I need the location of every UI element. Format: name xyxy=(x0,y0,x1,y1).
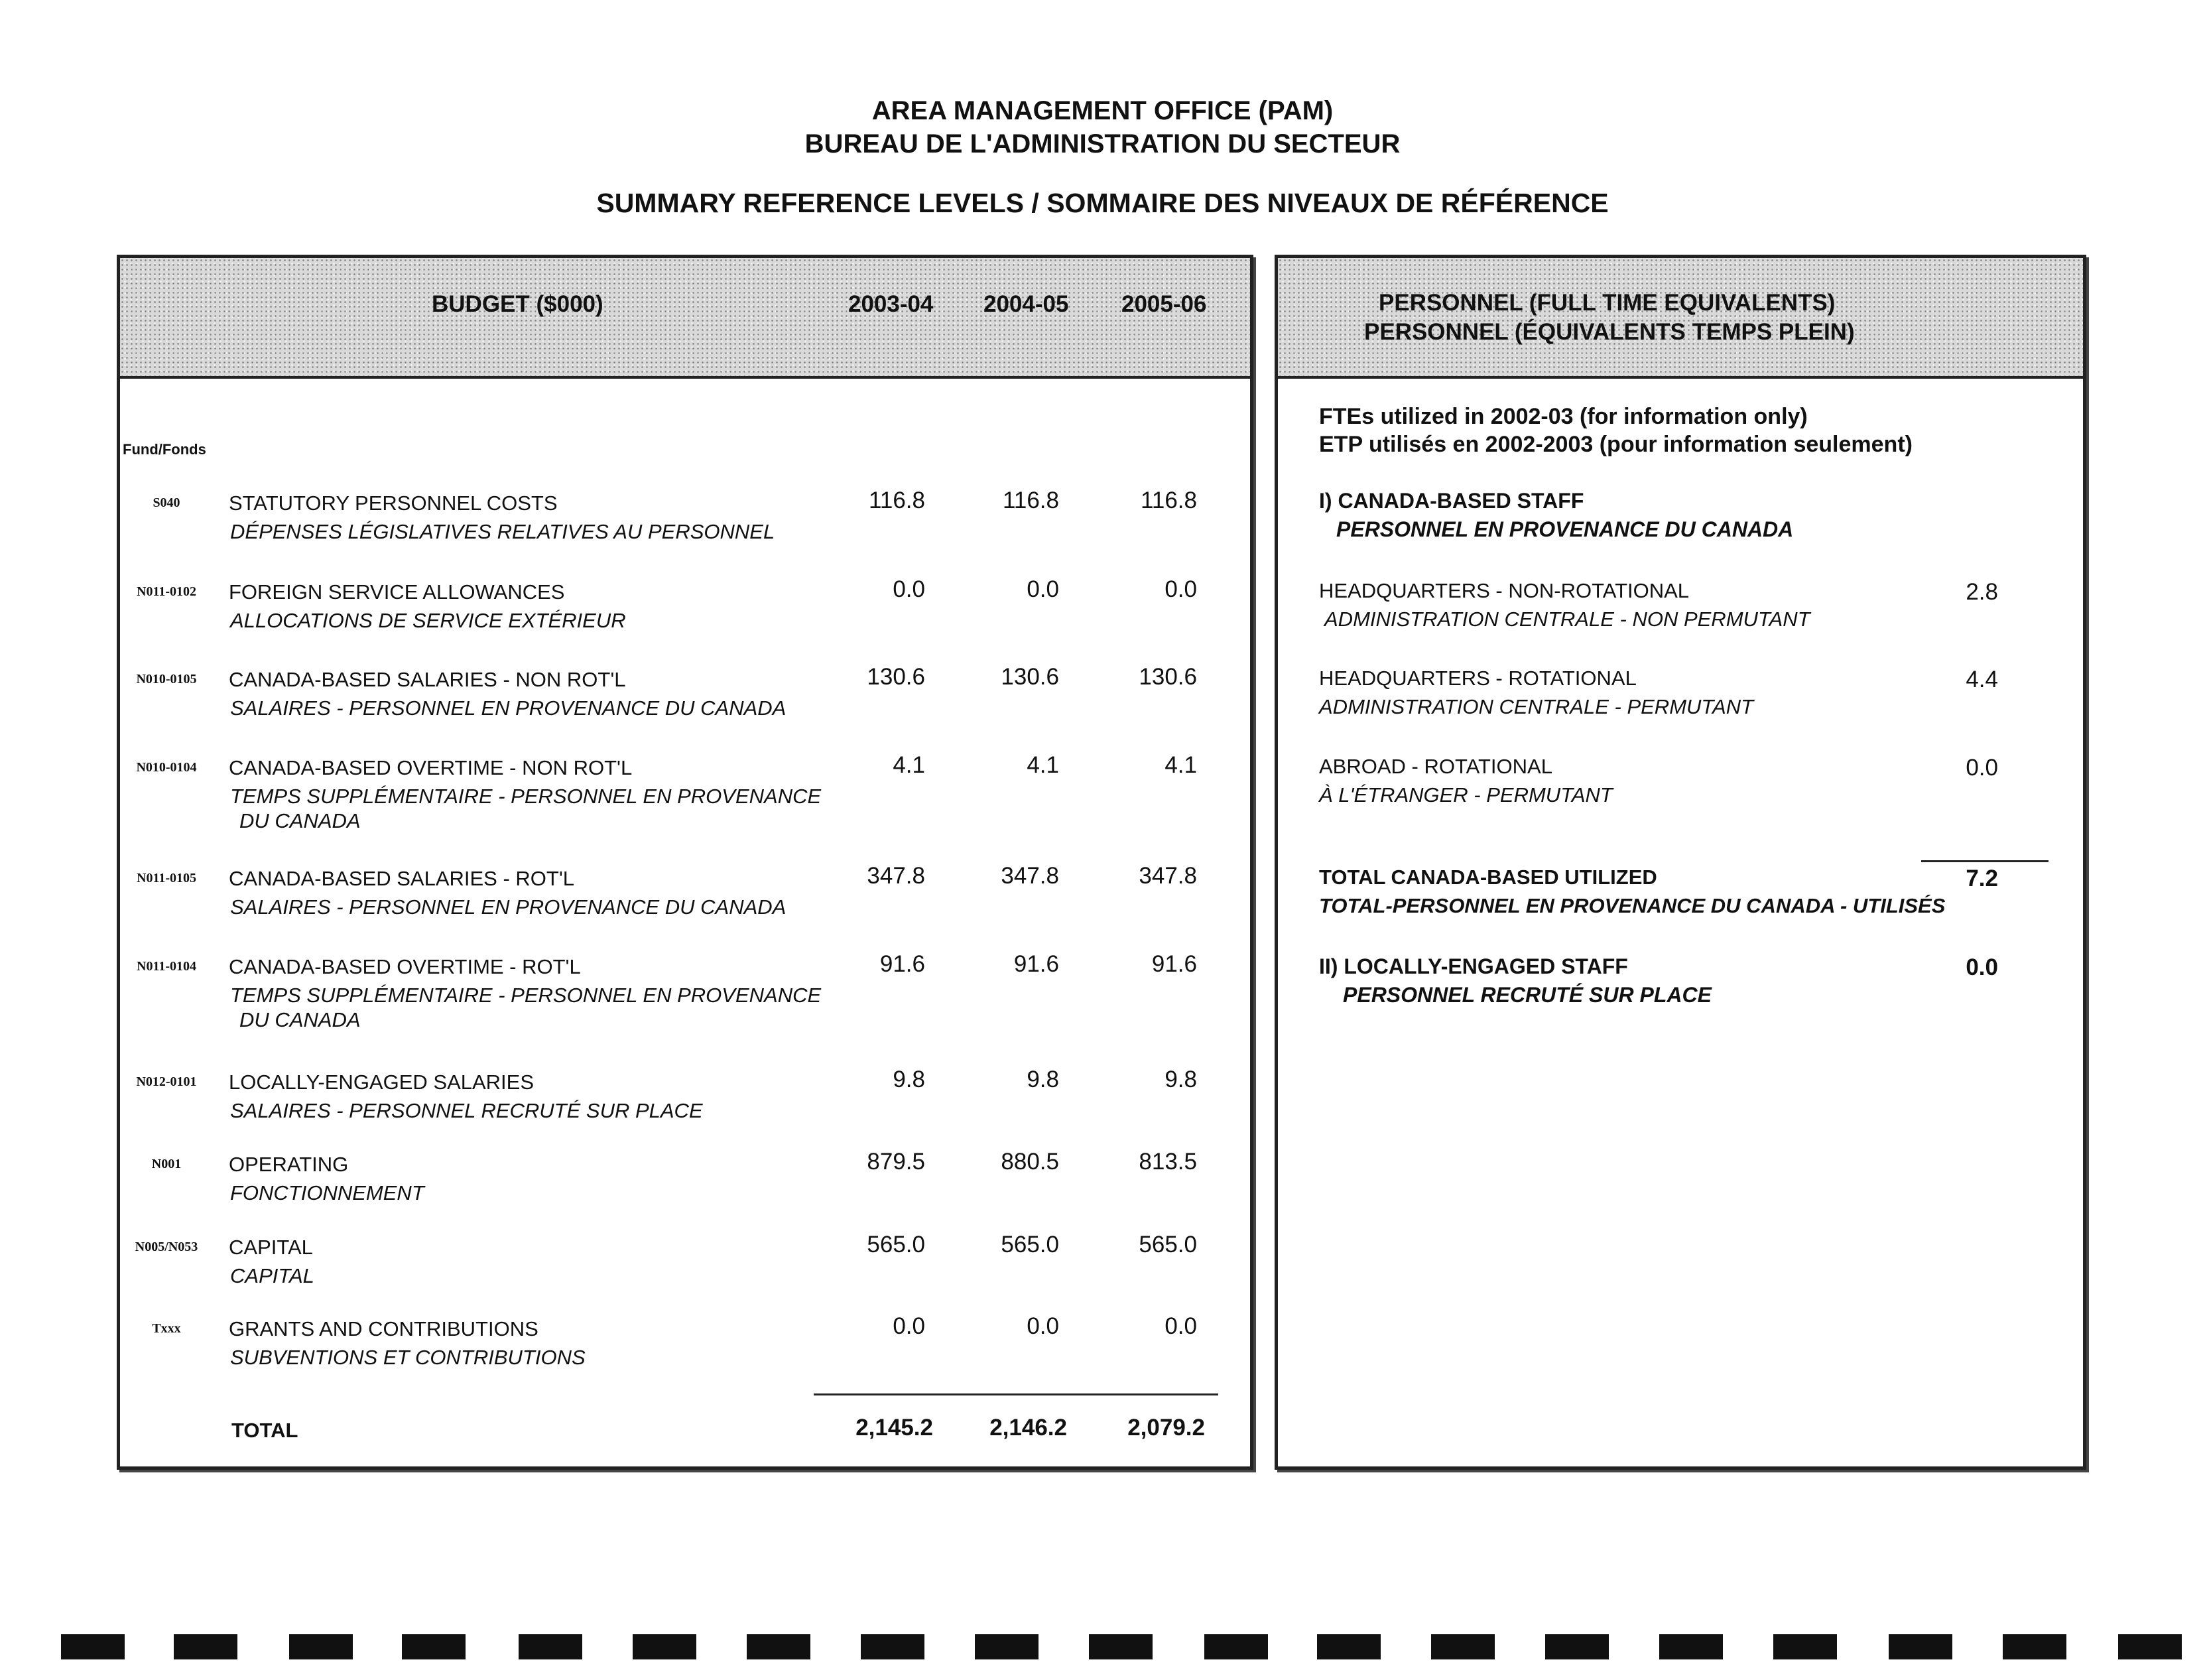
section-canada-based: I) CANADA-BASED STAFF xyxy=(1319,489,1584,513)
line-item-value: 0.0 xyxy=(1165,1313,1197,1339)
line-item-label-french: TEMPS SUPPLÉMENTAIRE - PERSONNEL EN PROVENANCE xyxy=(230,984,822,1007)
page-edge-dash xyxy=(1773,1634,1837,1659)
year-header: 2004-05 xyxy=(983,291,1069,317)
line-item-label: LOCALLY-ENGAGED SALARIES xyxy=(229,1070,535,1094)
fund-code: S040 xyxy=(153,495,180,510)
page-edge-dash xyxy=(1659,1634,1723,1659)
personnel-header xyxy=(1278,258,2083,379)
line-item-value: 116.8 xyxy=(869,487,925,513)
fund-code: N010-0105 xyxy=(136,672,197,686)
locally-engaged-value: 0.0 xyxy=(1966,954,1998,980)
fte-row-label-french: ADMINISTRATION CENTRALE - PERMUTANT xyxy=(1319,695,1754,718)
line-item-value: 9.8 xyxy=(1027,1066,1059,1092)
line-item-label: FOREIGN SERVICE ALLOWANCES xyxy=(229,580,565,604)
year-header: 2003-04 xyxy=(848,291,934,317)
year-header: 2005-06 xyxy=(1121,291,1207,317)
line-item-value: 347.8 xyxy=(1001,863,1059,889)
fte-intro-french: ETP utilisés en 2002-2003 (pour information seulement) xyxy=(1319,432,1913,457)
line-item-label-french: SALAIRES - PERSONNEL RECRUTÉ SUR PLACE xyxy=(230,1099,703,1122)
line-item-label: CANADA-BASED SALARIES - NON ROT'L xyxy=(229,668,626,691)
page-edge-dash xyxy=(2003,1634,2066,1659)
fte-row-value: 4.4 xyxy=(1966,667,1998,692)
fund-code: Txxx xyxy=(152,1321,181,1336)
page-edge-dash xyxy=(861,1634,924,1659)
page-edge-dash xyxy=(1317,1634,1381,1659)
budget-panel xyxy=(117,255,1253,1470)
fte-total-label: TOTAL CANADA-BASED UTILIZED xyxy=(1319,866,1657,889)
fund-code: N005/N053 xyxy=(135,1240,198,1254)
line-item-label-french: FONCTIONNEMENT xyxy=(230,1181,424,1204)
page-edge-dash xyxy=(61,1634,125,1659)
line-item-label-french: DU CANADA xyxy=(239,1008,361,1031)
page-edge-dash xyxy=(1431,1634,1495,1659)
fund-column-header: Fund/Fonds xyxy=(123,441,206,458)
line-item-value: 565.0 xyxy=(1139,1232,1197,1258)
line-item-label-french: ALLOCATIONS DE SERVICE EXTÉRIEUR xyxy=(230,609,626,632)
line-item-label: GRANTS AND CONTRIBUTIONS xyxy=(229,1317,538,1340)
line-item-value: 9.8 xyxy=(893,1066,925,1092)
line-item-value: 9.8 xyxy=(1165,1066,1197,1092)
page-edge-dash xyxy=(975,1634,1039,1659)
total-label: TOTAL xyxy=(231,1419,298,1442)
line-item-label-french: DÉPENSES LÉGISLATIVES RELATIVES AU PERSONNEL xyxy=(230,520,775,543)
fund-code: N011-0105 xyxy=(137,871,196,885)
line-item-label-french: CAPITAL xyxy=(230,1264,314,1287)
line-item-value: 347.8 xyxy=(867,863,925,889)
line-item-label-french: SALAIRES - PERSONNEL EN PROVENANCE DU CANADA xyxy=(230,696,787,720)
page-edge-dash xyxy=(402,1634,466,1659)
page-edge-dash xyxy=(633,1634,696,1659)
fte-row-label: HEADQUARTERS - ROTATIONAL xyxy=(1319,667,1637,690)
page-edge-dash xyxy=(1545,1634,1609,1659)
line-item-value: 116.8 xyxy=(1003,487,1059,513)
line-item-value: 565.0 xyxy=(867,1232,925,1258)
section-locally-engaged-french: PERSONNEL RECRUTÉ SUR PLACE xyxy=(1343,983,1712,1007)
fte-row-value: 0.0 xyxy=(1966,755,1998,781)
page-title-french: BUREAU DE L'ADMINISTRATION DU SECTEUR xyxy=(804,129,1401,159)
fund-code: N001 xyxy=(151,1157,182,1171)
line-item-value: 4.1 xyxy=(1027,752,1059,778)
fte-row-label-french: À L'ÉTRANGER - PERMUTANT xyxy=(1319,783,1613,807)
personnel-heading: PERSONNEL (FULL TIME EQUIVALENTS) xyxy=(1379,290,1836,316)
line-item-value: 347.8 xyxy=(1139,863,1197,889)
budget-header xyxy=(120,258,1250,379)
personnel-panel xyxy=(1275,255,2086,1470)
line-item-value: 0.0 xyxy=(1027,576,1059,602)
line-item-label: CANADA-BASED OVERTIME - ROT'L xyxy=(229,955,581,978)
line-item-value: 813.5 xyxy=(1139,1149,1197,1175)
section-canada-based-french: PERSONNEL EN PROVENANCE DU CANADA xyxy=(1336,517,1794,541)
line-item-label-french: SUBVENTIONS ET CONTRIBUTIONS xyxy=(230,1346,586,1369)
line-item-value: 4.1 xyxy=(893,752,925,778)
line-item-label: CAPITAL xyxy=(229,1236,313,1259)
page-title: AREA MANAGEMENT OFFICE (PAM) xyxy=(871,96,1334,125)
line-item-value: 91.6 xyxy=(1151,951,1197,977)
line-item-value: 91.6 xyxy=(879,951,925,977)
fte-row-value: 2.8 xyxy=(1966,579,1998,605)
fund-code: N012-0101 xyxy=(136,1074,197,1089)
fund-code: N011-0102 xyxy=(137,584,196,599)
page-edge-dash xyxy=(1889,1634,1952,1659)
line-item-value: 130.6 xyxy=(1139,664,1197,690)
total-value: 2,146.2 xyxy=(989,1415,1067,1441)
fte-row-label: HEADQUARTERS - NON-ROTATIONAL xyxy=(1319,579,1690,602)
page-edge-dash xyxy=(1089,1634,1153,1659)
page-edge-dash xyxy=(519,1634,582,1659)
line-item-value: 91.6 xyxy=(1013,951,1059,977)
line-item-value: 0.0 xyxy=(1165,576,1197,602)
fte-row-label: ABROAD - ROTATIONAL xyxy=(1319,755,1552,778)
page-edge-dash xyxy=(289,1634,353,1659)
fte-total-label-french: TOTAL-PERSONNEL EN PROVENANCE DU CANADA - UTILISÉS xyxy=(1319,894,1946,917)
fte-total-value: 7.2 xyxy=(1966,866,1998,891)
line-item-value: 0.0 xyxy=(1027,1313,1059,1339)
budget-heading: BUDGET ($000) xyxy=(432,291,603,317)
page-edge-dash xyxy=(174,1634,237,1659)
total-value: 2,079.2 xyxy=(1127,1415,1205,1441)
line-item-value: 0.0 xyxy=(893,1313,925,1339)
line-item-value: 879.5 xyxy=(867,1149,925,1175)
line-item-value: 880.5 xyxy=(1001,1149,1059,1175)
section-locally-engaged: II) LOCALLY-ENGAGED STAFF xyxy=(1319,954,1628,978)
page-edge-dash xyxy=(1204,1634,1268,1659)
line-item-value: 116.8 xyxy=(1141,487,1197,513)
line-item-value: 565.0 xyxy=(1001,1232,1059,1258)
fte-intro: FTEs utilized in 2002-03 (for information only) xyxy=(1319,404,1808,429)
line-item-label-french: DU CANADA xyxy=(239,809,361,832)
total-rule xyxy=(814,1393,1218,1395)
total-value: 2,145.2 xyxy=(855,1415,933,1441)
line-item-label: CANADA-BASED OVERTIME - NON ROT'L xyxy=(229,756,633,779)
page-edge-dash xyxy=(747,1634,810,1659)
personnel-heading-french: PERSONNEL (ÉQUIVALENTS TEMPS PLEIN) xyxy=(1364,319,1855,345)
line-item-value: 0.0 xyxy=(893,576,925,602)
line-item-label: STATUTORY PERSONNEL COSTS xyxy=(229,491,558,515)
fte-total-rule xyxy=(1921,860,2048,862)
page-subtitle: SUMMARY REFERENCE LEVELS / SOMMAIRE DES NIVEAUX DE RÉFÉRENCE xyxy=(596,188,1609,218)
line-item-label: CANADA-BASED SALARIES - ROT'L xyxy=(229,867,574,890)
line-item-label-french: SALAIRES - PERSONNEL EN PROVENANCE DU CANADA xyxy=(230,895,787,919)
line-item-label-french: TEMPS SUPPLÉMENTAIRE - PERSONNEL EN PROVENANCE xyxy=(230,785,822,808)
fte-row-label-french: ADMINISTRATION CENTRALE - NON PERMUTANT xyxy=(1324,608,1810,631)
line-item-value: 4.1 xyxy=(1165,752,1197,778)
line-item-label: OPERATING xyxy=(229,1153,349,1176)
page-edge-dash xyxy=(2118,1634,2182,1659)
line-item-value: 130.6 xyxy=(867,664,925,690)
fund-code: N010-0104 xyxy=(136,760,197,775)
fund-code: N011-0104 xyxy=(137,959,196,974)
line-item-value: 130.6 xyxy=(1001,664,1059,690)
